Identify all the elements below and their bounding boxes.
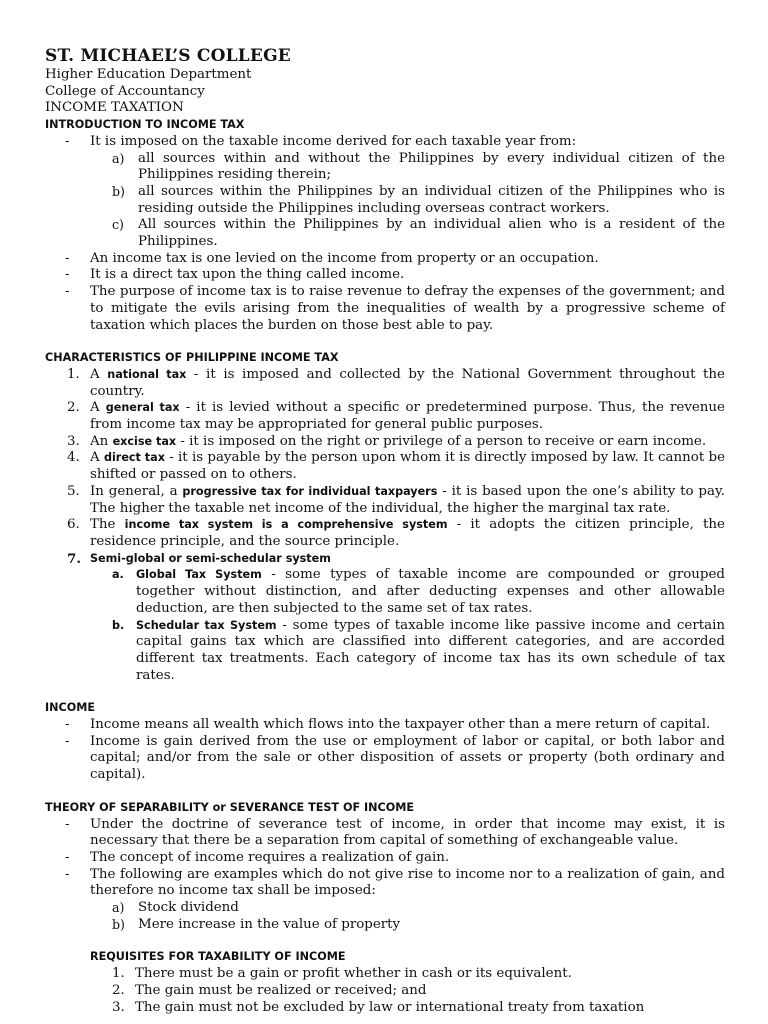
income-heading: INCOME [45,701,96,715]
document-page [45,45,725,1016]
department-name: Higher Education Department [45,67,252,82]
list-item [45,567,725,617]
list-marker: b) [112,183,125,199]
list-text: Mere increase in the value of property [138,916,401,932]
list-text: A [90,450,104,466]
list-marker: a) [112,150,125,166]
characteristics-heading: CHARACTERISTICS OF PHILIPPINE INCOME TAX [45,351,339,365]
college-name: ST. MICHAEL’S COLLEGE [45,46,291,66]
list-item: - The purpose of income tax is to raise revenue to defray the expenses of the government; and to mitigate the evils arising from the inequalities of wealth by a progressive scheme of taxation which places the burden on those best able to pay. [45,284,725,334]
list-marker: b. [112,618,125,632]
list-item [45,217,725,250]
list-text: - some types of taxable income like passive income and certain capital gains tax which are classified into different categories, and are accorded different tax treatments. Each category of income tax has its own schedule of tax rates. [136,617,726,683]
term: income tax system is a comprehensive system [124,518,448,532]
list-item [45,900,725,917]
term: progressive tax for individual taxpayers [182,484,438,498]
list-item [45,151,725,184]
list-text: The gain must not be excluded by law or international treaty from taxation [135,999,645,1015]
list-text: The gain must be realized or received; and [135,982,427,998]
list-text: - it is imposed on the right or privilege of a person to receive or earn income. [176,433,707,449]
list-marker: 1. [112,966,125,982]
list-item [45,367,725,400]
intro-lead: - It is imposed on the taxable income derived for each taxable year from: [45,134,725,151]
list-text: All sources within the Philippines by an individual alien who is a resident of the Philippines. [138,217,725,250]
list-text: There must be a gain or profit whether in cash or its equivalent. [135,966,572,982]
list-item [45,966,725,983]
list-marker: 6. [67,517,80,533]
list-marker: b) [112,916,125,932]
list-marker: 2. [67,400,80,416]
term: Semi-global or semi-schedular system [90,551,331,565]
list-marker: 7. [67,550,81,567]
list-text: An [90,433,113,449]
term: general tax [105,401,180,415]
list-item: - The concept of income requires a realization of gain. [45,850,725,867]
list-text: A [90,400,106,416]
list-item: - Income means all wealth which flows into the taxpayer other than a mere return of capital. [45,717,725,734]
list-item [45,450,725,483]
list-marker: 5. [67,483,80,499]
list-text: In general, a [90,483,183,499]
list-item [45,983,725,1000]
theory-heading: THEORY OF SEPARABILITY or SEVERANCE TEST OF INCOME [45,800,415,814]
list-item [45,618,725,685]
list-text: A [90,366,108,382]
list-text: - it is based upon the one’s ability to pay. The higher the taxable net income of the individual, the higher the marginal tax rate. [90,483,725,516]
list-item [45,184,725,217]
list-marker: a. [112,568,124,582]
intro-heading: INTRODUCTION TO INCOME TAX [45,118,245,132]
list-item: - An income tax is one levied on the income from property or an occupation. [45,251,725,268]
school-name: College of Accountancy [45,83,205,99]
list-marker: 3. [112,999,125,1015]
list-marker: 1. [67,366,80,382]
list-text: - it is payable by the person upon whom it is directly imposed by law. It cannot be shifted or passed on to others. [90,450,725,483]
list-text: all sources within the Philippines by an individual citizen of the Philippines who is residing outside the Philippines including overseas contract workers. [138,183,725,216]
list-item [45,400,725,433]
term: excise tax [112,434,177,448]
list-text: Stock dividend [138,900,239,916]
list-text: - it adopts the citizen principle, the residence principle, and the source principle. [90,517,725,549]
list-item [45,551,725,568]
list-item [45,434,725,451]
term: national tax [107,367,187,381]
list-text: - it is imposed and collected by the National Government throughout the country. [90,366,725,399]
list-marker: 3. [67,433,80,449]
list-text: all sources within and without the Philippines by every individual citizen of the Philippines residing therein; [138,150,725,183]
list-item [45,917,725,934]
list-text: - it is levied without a specific or predetermined purpose. Thus, the revenue from income tax may be appropriated for general public purposes. [90,400,725,433]
list-text: The [90,517,125,533]
list-item: - Under the doctrine of severance test of income, in order that income may exist, it is necessary that there be a separation from capital of something of exchangeable value. [45,817,725,850]
term: direct tax [103,451,165,465]
list-item [45,1000,725,1017]
list-item: - Income is gain derived from the use or employment of labor or capital, or both labor and capital; and/or from the sale or other disposition of assets or property (both ordinary and capital). [45,734,725,784]
term: Schedular tax System [136,618,277,632]
list-item [45,484,725,517]
requisites-heading: REQUISITES FOR TAXABILITY OF INCOME [90,950,346,964]
term: Global Tax System [136,568,262,582]
list-item: - The following are examples which do not give rise to income nor to a realization of gain, and therefore no income tax shall be imposed: [45,867,725,900]
list-item [45,517,725,550]
list-marker: 4. [67,450,80,466]
list-text: - some types of taxable income are compounded or grouped together without distinction, and after deducting expenses and other allowable deduction, are then subjected to the same set of tax rates. [136,567,725,616]
list-item: - It is a direct tax upon the thing called income. [45,267,725,284]
course-name: INCOME TAXATION [45,100,184,116]
list-marker: 2. [112,982,125,998]
list-marker: a) [112,900,125,916]
list-marker: c) [112,217,124,233]
